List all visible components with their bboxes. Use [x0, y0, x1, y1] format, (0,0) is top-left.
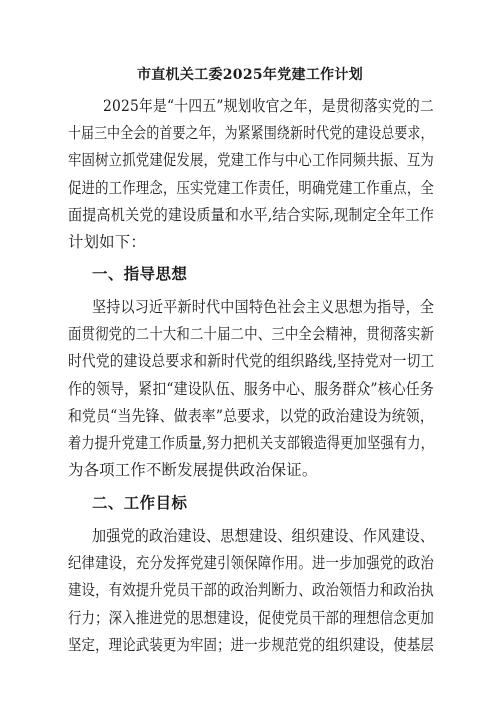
section-1-line: 为各项工作不断发展提供政治保证。 — [68, 461, 318, 479]
section-1-line: 面贯彻党的二十大和二十届二中、三中全会精神，贯彻落实新 — [68, 325, 434, 343]
section-1-line: 坚持以习近平新时代中国特色社会主义思想为指导，全 — [92, 298, 435, 316]
section-1-line: 和党员“当先锋、做表率”总要求，以党的政治建设为统领， — [68, 407, 434, 425]
section-heading: 一、指导思想 — [92, 265, 188, 283]
section-2-line: 纪律建设，充分发挥党建引领保障作用。进一步加强党的政治 — [68, 554, 434, 572]
intro-line: 促进的工作理念，压实党建工作责任，明确党建工作重点，全 — [68, 179, 434, 197]
section-heading: 二、工作目标 — [92, 494, 188, 512]
section-2-line: 行力；深入推进党的思想建设，促使党员干部的理想信念更加 — [68, 609, 434, 627]
intro-line: 计划如下： — [68, 233, 146, 251]
section-2-line: 坚定，理论武装更为牢固；进一步规范党的组织建设，使基层 — [68, 636, 434, 654]
section-2-line: 建设，有效提升党员干部的政治判断力、政治领悟力和政治执 — [68, 581, 434, 599]
document-title: 市直机关工委2025年党建工作计划 — [136, 67, 364, 83]
section-1-line: 作的领导，紧扣“建设队伍、服务中心、服务群众”核心任务 — [68, 380, 434, 398]
section-1-line: 着力提升党建工作质量,努力把机关支部锻造得更加坚强有力， — [68, 434, 435, 452]
intro-line: 十届三中全会的首要之年，为紧紧围绕新时代党的建设总要求， — [68, 124, 434, 142]
section-2-line: 加强党的政治建设、思想建设、组织建设、作风建设、 — [92, 527, 435, 545]
intro-line: 面提高机关党的建设质量和水平,结合实际,现制定全年工作 — [68, 206, 434, 224]
section-1-line: 时代党的建设总要求和新时代党的组织路线,坚持党对一切工 — [68, 352, 435, 370]
intro-line: 牢固树立抓党建促发展，党建工作与中心工作同频共振、互为 — [68, 151, 434, 169]
intro-line: 2025年是“十四五”规划收官之年，是贯彻落实党的二 — [103, 97, 434, 115]
